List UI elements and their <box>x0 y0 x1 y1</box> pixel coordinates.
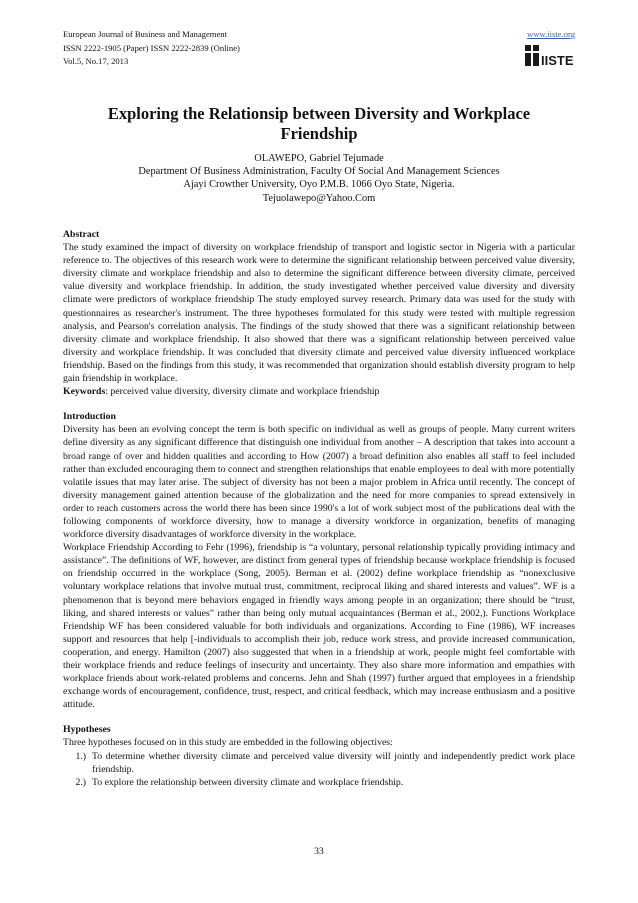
journal-issn: ISSN 2222-1905 (Paper) ISSN 2222-2839 (Online) <box>63 42 240 53</box>
author-email: Tejuolawepo@Yahoo.Com <box>262 192 376 204</box>
journal-url-link[interactable]: www.iiste.org <box>527 29 575 39</box>
abstract-text: The study examined the impact of diversity on workplace friendship of transport and logistic sector in Nigeria with a particular reference to. The objectives of this research work were to determine the significant relationship between perceived value diversity, diversity climate and workplace friendship and also to determine the significant difference between diversity climate, perceived value diversity and workplace friendship. In addition, the study investigated whether perceived value diversity and diversity climate were predictors of workplace friendship The study employed survey research. Primary data was used for the study with questionnaires as researcher's instrument. The three hypotheses formulated for this study were tested with multiple regression analysis, and Pearson's correlation analysis. The findings of the study showed that there was a significant relationship between diversity climate and workplace friendship. It also showed that there was a significant relationship between perceived value diversity and workplace friendship. It was concluded that diversity climate and perceived value diversity influenced workplace friendship. Based on the findings from this study, it was recommended that organization should establish diversity program to help gain friendship in workplace. <box>63 242 575 385</box>
title-line-2: Friendship <box>280 124 358 143</box>
author-university: Ajayi Crowther University, Oyo P.M.B. 1066 Oyo State, Nigeria. <box>183 179 455 191</box>
journal-header <box>63 28 575 69</box>
journal-name: European Journal of Business and Management <box>63 29 227 39</box>
hypotheses-intro: Three hypotheses focused on in this study are embedded in the following objectives: <box>63 737 393 749</box>
list-item <box>63 776 575 789</box>
list-item-text: To determine whether diversity climate and perceived value diversity will jointly and independently predict work place friendship. <box>92 750 575 775</box>
list-item-number: 2.) <box>75 776 86 788</box>
keywords-line <box>63 385 575 398</box>
title-line-1: Exploring the Relationsip between Diversity and Workplace <box>107 104 531 123</box>
abstract-heading: Abstract <box>63 229 100 240</box>
introduction-paragraph-2: Workplace Friendship According to Fehr (1996), friendship is “a voluntary, personal relationship typically providing intimacy and assistance”. The definitions of WF, however, are distinct from general types of friendship because workplace friendship is focused on friendship occurred in the workplace (Song, 2005). Berman et al. (2002) define workplace friendship as “nonexclusive voluntary workplace relations that involve mutual trust, commitment, reciprocal liking and shared interests and values”. WF is a phenomenon that is beyond mere behaviors engaged in friendly ways among people in an organization; there should be “trust, liking, and shared interests or values” rather than being only mutual acquaintances (Berman et al., 2002,). Functions Workplace Friendship WF has been considered valuable for both individuals and organizations. According to Fine (1986), WF increases support and resources that help [-individuals to accomplish their job, reduce work stress, and provide increased communication, cooperation, and energy. Hamilton (2007) also suggested that when in a friendship at work, people might feel comfortable with their workplace friends and reduce feelings of insecurity and uncertainty. They also share more information and empathies with workplace friends about work-related problems and concerns. Jehn and Shah (1997) further argued that employees in a friendship exchange words of encouragement, confidence, trust, respect, and critical feedback, which may increase enthusiasm and a positive attitude. <box>63 542 575 711</box>
author-affiliation: Department Of Business Administration, Faculty Of Social And Management Sciences <box>138 166 500 178</box>
journal-volume: Vol.5, No.17, 2013 <box>63 56 129 66</box>
introduction-paragraph-1: Diversity has been an evolving concept the term is both specific on individual as well as groups of people. Many current writers define diversity as any significant difference that distinguish one individual from another – A description that takes into account a broad range of over and hidden qualities and according to How (2007) a broad definition also enables all staff to feel included rather than excluded encouraging them to connect and strengthen relationships that enable employees to deal with more potentially volatile issues that may later arise. The subject of diversity has not been a major problem in Africa until recently. The concept of diversity management gained attention because of the globalization and the need for more companies to spread extensively in order to reach customers across the world there has been since 1990's a lot of work subject most of the publications deal with the following components of workforce diversity, how to manage a diversity workforce in organization, benefits of managing workforce diversity disadvantages of workforce diversity in the workplace. <box>63 424 575 541</box>
hypotheses-heading: Hypotheses <box>63 724 111 736</box>
iiste-logo <box>523 43 575 68</box>
paper-title <box>63 104 575 144</box>
paper-body <box>63 228 575 789</box>
list-item <box>63 750 575 776</box>
author-name: OLAWEPO, Gabriel Tejumade <box>254 153 384 164</box>
introduction-heading: Introduction <box>63 411 116 423</box>
objectives-list <box>63 750 575 789</box>
author-block <box>63 152 575 205</box>
keywords-label: Keywords <box>63 386 106 398</box>
keywords-text: : perceived value diversity, diversity climate and workplace friendship <box>105 386 380 398</box>
list-item-number: 1.) <box>75 750 86 762</box>
list-item-text: To explore the relationship between diversity climate and workplace friendship. <box>92 776 404 788</box>
logo-text: IISTE <box>541 53 574 68</box>
page-number: 33 <box>314 847 324 857</box>
